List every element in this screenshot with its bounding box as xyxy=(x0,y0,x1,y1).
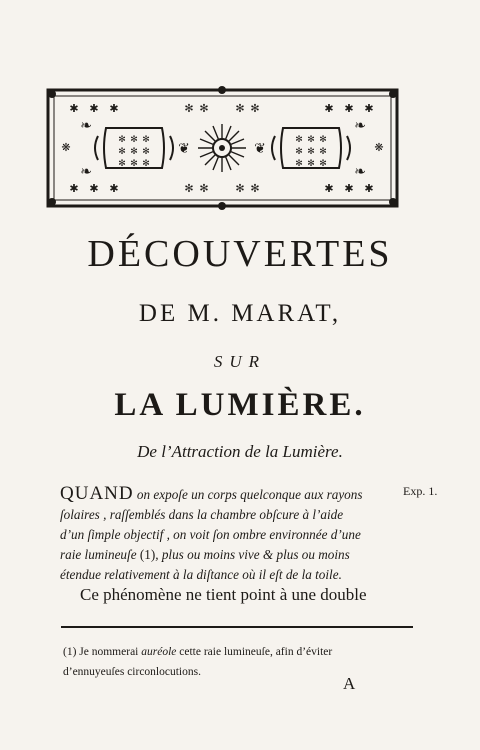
svg-text:✻: ✻ xyxy=(130,135,138,145)
svg-text:❧: ❧ xyxy=(80,118,92,134)
svg-text:✻: ✻ xyxy=(130,147,138,157)
body-line-4a: raie lumineuſe xyxy=(60,547,140,562)
svg-text:✻: ✻ xyxy=(307,147,315,157)
svg-text:✻: ✻ xyxy=(250,102,260,115)
body-line-3: d’un ſimple objectif , on voit ſon ombre environnée d’une xyxy=(60,527,361,542)
svg-text:❧: ❧ xyxy=(354,118,366,134)
body-line-4 xyxy=(60,545,432,565)
title-main: DÉCOUVERTES xyxy=(87,233,393,275)
svg-text:✱: ✱ xyxy=(69,102,79,115)
svg-text:✻: ✻ xyxy=(199,182,209,195)
body-line-4b: , plus ou moins vive & plus ou moins xyxy=(155,547,350,562)
svg-text:✻: ✻ xyxy=(199,102,209,115)
footnote-line-2: d’ennuyeuſes circonlocutions. xyxy=(63,666,201,678)
footnote-line-1b: cette raie lumineuſe, afin d’éviter xyxy=(176,646,333,658)
svg-text:✻: ✻ xyxy=(142,147,150,157)
svg-text:✻: ✻ xyxy=(142,159,150,169)
svg-text:✱: ✱ xyxy=(344,182,354,195)
body-paragraph xyxy=(60,484,432,585)
svg-text:✱: ✱ xyxy=(324,182,334,195)
footnote-line-1a: (1) Je nommerai xyxy=(63,646,142,658)
svg-text:✻: ✻ xyxy=(319,147,327,157)
footnote xyxy=(63,642,423,682)
body-line-5: étendue relativement à la diſtance où il eſt de la toile. xyxy=(60,567,342,582)
svg-text:✻: ✻ xyxy=(307,159,315,169)
svg-text:❋: ❋ xyxy=(61,141,71,154)
svg-text:❦: ❦ xyxy=(178,141,190,157)
drop-cap: QUAND xyxy=(60,483,134,504)
body-line-6: Ce phénomène ne tient point à une double xyxy=(80,585,367,604)
ornamental-headpiece xyxy=(44,84,401,212)
svg-text:✱: ✱ xyxy=(109,102,119,115)
section-heading: De l’Attraction de la Lumière. xyxy=(137,442,343,461)
svg-text:✻: ✻ xyxy=(307,135,315,145)
svg-text:✱: ✱ xyxy=(364,102,374,115)
svg-text:✱: ✱ xyxy=(69,182,79,195)
title-topic: LA LUMIÈRE. xyxy=(114,387,366,423)
svg-text:✻: ✻ xyxy=(184,182,194,195)
footnote-rule xyxy=(61,626,413,628)
body-line-2: ſolaires , raſſemblés dans la chambre obſcure à l’aide xyxy=(60,507,344,522)
svg-text:✻: ✻ xyxy=(118,135,126,145)
svg-text:✻: ✻ xyxy=(295,135,303,145)
svg-text:✻: ✻ xyxy=(118,159,126,169)
footnote-line-1 xyxy=(63,642,423,662)
body-line-1 xyxy=(60,484,432,505)
svg-text:✻: ✻ xyxy=(235,102,245,115)
footnote-emphasis: auréole xyxy=(141,646,177,658)
title-author: DE M. MARAT, xyxy=(138,300,342,327)
svg-text:✱: ✱ xyxy=(364,182,374,195)
svg-text:✻: ✻ xyxy=(319,159,327,169)
svg-text:✻: ✻ xyxy=(295,159,303,169)
svg-text:✱: ✱ xyxy=(344,102,354,115)
svg-text:❧: ❧ xyxy=(354,164,366,180)
title-preposition: SUR xyxy=(213,352,267,371)
body-line-1-text: on expoſe un corps quelconque aux rayons xyxy=(133,487,363,502)
footnote-reference: (1) xyxy=(139,547,156,562)
svg-text:❦: ❦ xyxy=(254,141,266,157)
svg-text:❋: ❋ xyxy=(374,141,384,154)
svg-text:❧: ❧ xyxy=(80,164,92,180)
svg-text:✻: ✻ xyxy=(118,147,126,157)
svg-text:✻: ✻ xyxy=(319,135,327,145)
svg-text:✻: ✻ xyxy=(295,147,303,157)
svg-text:✱: ✱ xyxy=(89,182,99,195)
margin-note: Exp. 1. xyxy=(403,484,438,498)
svg-text:✱: ✱ xyxy=(109,182,119,195)
svg-text:✻: ✻ xyxy=(142,135,150,145)
svg-text:✻: ✻ xyxy=(250,182,260,195)
svg-text:✱: ✱ xyxy=(324,102,334,115)
svg-text:✱: ✱ xyxy=(89,102,99,115)
svg-text:✻: ✻ xyxy=(235,182,245,195)
signature-mark: A xyxy=(343,674,356,693)
svg-text:✻: ✻ xyxy=(130,159,138,169)
svg-text:✻: ✻ xyxy=(184,102,194,115)
